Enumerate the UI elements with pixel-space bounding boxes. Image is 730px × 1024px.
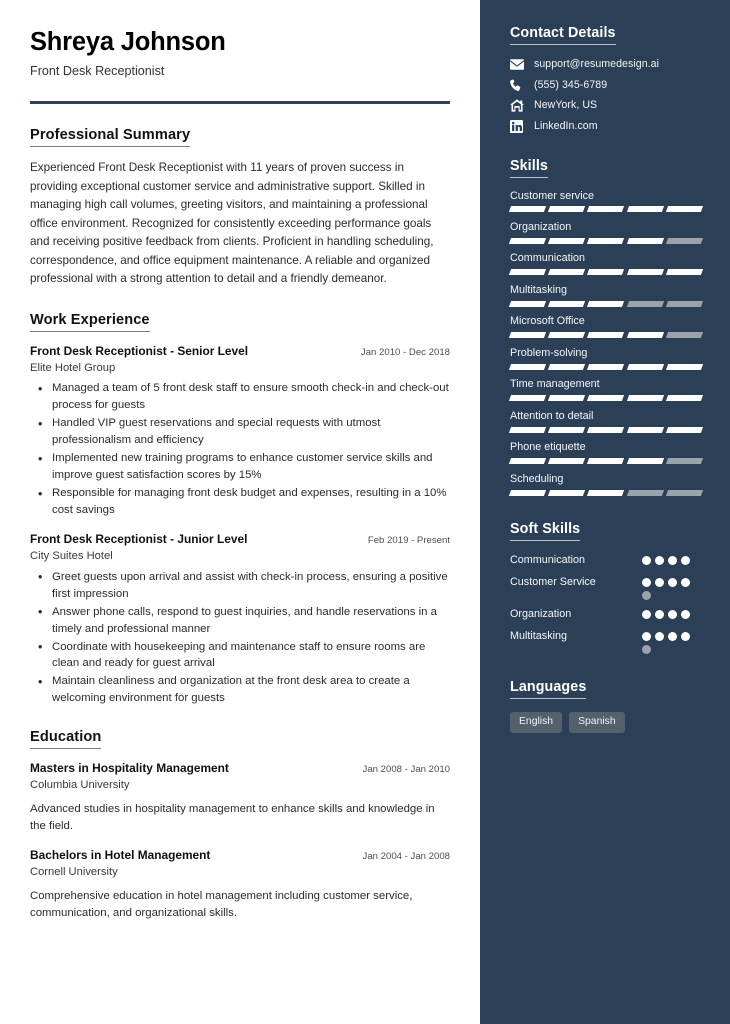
language-chip: English bbox=[510, 712, 562, 733]
rating-dot bbox=[681, 556, 690, 565]
skill-item bbox=[510, 190, 702, 213]
resume-header bbox=[30, 28, 450, 79]
skill-level-segment bbox=[509, 427, 546, 433]
skill-level-segment bbox=[666, 269, 703, 275]
skill-level-segment bbox=[548, 301, 585, 307]
section-heading-work: Work Experience bbox=[30, 312, 150, 332]
skill-level-segment bbox=[627, 364, 664, 370]
rating-dot bbox=[642, 610, 651, 619]
skill-level-segment bbox=[509, 301, 546, 307]
skill-name: Phone etiquette bbox=[510, 441, 586, 454]
education-entry-degree: Bachelors in Hotel Management bbox=[30, 848, 211, 863]
sidebar-section-languages bbox=[510, 678, 702, 733]
sidebar-section-soft-skills bbox=[510, 520, 702, 655]
contact-text: support@resumedesign.ai bbox=[534, 58, 659, 71]
skill-name: Multitasking bbox=[510, 283, 568, 296]
skill-level-segment bbox=[627, 301, 664, 307]
skill-level-segment bbox=[666, 206, 703, 212]
education-entry-header bbox=[30, 761, 450, 776]
rating-dot bbox=[642, 645, 651, 654]
rating-dot bbox=[655, 578, 664, 587]
soft-skill-rating bbox=[642, 553, 702, 565]
skill-level-segment bbox=[548, 395, 585, 401]
summary-text: Experienced Front Desk Receptionist with 11 years of proven success in providing exceptional customer service and administrative support. Skilled in managing high call volumes, greeting visitors, and maintaining a professional office environment. Recognized for consistently exceeding performance goals and receiving positive feedback from clients. Proficient in handling scheduling, correspondence, and office equipment maintenance. A reliable and organized professional with a strong attention to detail and a friendly demeanor. bbox=[30, 161, 434, 286]
education-entry-list bbox=[30, 761, 450, 921]
skill-level-segment bbox=[627, 238, 664, 244]
skill-level-segment bbox=[509, 364, 546, 370]
skill-level-segment bbox=[509, 458, 546, 464]
skill-level-segment bbox=[627, 458, 664, 464]
skill-level-segment bbox=[509, 332, 546, 338]
rating-dot bbox=[668, 632, 677, 641]
rating-dot bbox=[681, 610, 690, 619]
soft-skill-rating bbox=[642, 629, 702, 654]
work-entry bbox=[30, 344, 450, 519]
soft-skill-item bbox=[510, 575, 702, 600]
education-entry-school: Cornell University bbox=[30, 865, 118, 878]
skill-level-segment bbox=[548, 490, 585, 496]
soft-skill-name: Organization bbox=[510, 607, 572, 620]
skill-item bbox=[510, 441, 702, 464]
skill-level-bar bbox=[510, 427, 702, 433]
skill-level-segment bbox=[666, 238, 703, 244]
skill-level-bar bbox=[510, 332, 702, 338]
section-heading-summary: Professional Summary bbox=[30, 127, 190, 147]
skills-list bbox=[510, 190, 702, 496]
skill-level-segment bbox=[587, 301, 624, 307]
soft-skill-item bbox=[510, 553, 702, 568]
skill-level-bar bbox=[510, 269, 702, 275]
skill-name: Microsoft Office bbox=[510, 315, 585, 328]
rating-dot bbox=[655, 610, 664, 619]
soft-skill-name: Communication bbox=[510, 553, 586, 566]
skill-level-segment bbox=[627, 269, 664, 275]
section-professional-summary bbox=[30, 126, 450, 288]
skill-item bbox=[510, 378, 702, 401]
phone-icon bbox=[510, 79, 526, 92]
work-entry-bullets bbox=[30, 380, 450, 519]
soft-skill-name: Customer Service bbox=[510, 575, 596, 588]
skill-level-segment bbox=[627, 490, 664, 496]
skill-level-segment bbox=[627, 427, 664, 433]
skill-name: Scheduling bbox=[510, 472, 564, 485]
contact-text: NewYork, US bbox=[534, 99, 598, 112]
skill-level-segment bbox=[587, 269, 624, 275]
rating-dot bbox=[642, 591, 651, 600]
contact-text: LinkedIn.com bbox=[534, 119, 598, 132]
sidebar-section-skills bbox=[510, 157, 702, 496]
skill-name: Problem-solving bbox=[510, 346, 588, 359]
rating-dot bbox=[642, 632, 651, 641]
rating-dot bbox=[681, 632, 690, 641]
skill-item bbox=[510, 473, 702, 496]
work-entry-date: Feb 2019 - Present bbox=[367, 535, 450, 547]
skill-level-segment bbox=[666, 490, 703, 496]
soft-skills-list bbox=[510, 553, 702, 655]
skill-name: Communication bbox=[510, 252, 586, 265]
skill-level-segment bbox=[509, 490, 546, 496]
contact-row[interactable] bbox=[510, 99, 702, 112]
sidebar bbox=[480, 0, 730, 1024]
rating-dot bbox=[655, 556, 664, 565]
skill-level-segment bbox=[509, 238, 546, 244]
header-divider bbox=[30, 101, 450, 104]
sidebar-section-contact bbox=[510, 24, 702, 133]
skill-item bbox=[510, 252, 702, 275]
contact-text: (555) 345-6789 bbox=[534, 78, 608, 91]
candidate-job-title: Front Desk Receptionist bbox=[30, 64, 165, 79]
work-entry-header bbox=[30, 532, 450, 547]
contact-row[interactable] bbox=[510, 79, 702, 92]
work-entry-bullet: • Responsible for managing front desk budget and expenses, resulting in a 10% cost savings bbox=[50, 485, 450, 519]
sidebar-heading-contact: Contact Details bbox=[510, 25, 616, 45]
work-entry-bullet: • Greet guests upon arrival and assist with check-in process, ensuring a positive first impression bbox=[50, 569, 450, 603]
soft-skill-rating bbox=[642, 575, 702, 600]
skill-item bbox=[510, 315, 702, 338]
contact-row[interactable] bbox=[510, 58, 702, 71]
work-entry-company: City Suites Hotel bbox=[30, 550, 113, 562]
rating-dot bbox=[642, 578, 651, 587]
contact-row[interactable] bbox=[510, 120, 702, 133]
work-entry-bullet: • Managed a team of 5 front desk staff to ensure smooth check-in and check-out process for guests bbox=[50, 380, 450, 414]
skill-level-bar bbox=[510, 364, 702, 370]
skill-level-segment bbox=[548, 364, 585, 370]
contact-list bbox=[510, 58, 702, 133]
skill-level-segment bbox=[509, 269, 546, 275]
work-entry-bullet: • Coordinate with housekeeping and maintenance staff to ensure rooms are clean and ready for guest arrival bbox=[50, 639, 450, 673]
skill-name: Time management bbox=[510, 378, 600, 391]
education-entry-degree: Masters in Hospitality Management bbox=[30, 761, 229, 776]
skill-item bbox=[510, 347, 702, 370]
work-entry-bullet: • Maintain cleanliness and organization at the front desk area to create a welcoming environment for guests bbox=[50, 673, 450, 707]
work-entry-bullets bbox=[30, 569, 450, 708]
work-entry-list bbox=[30, 344, 450, 708]
education-entry-school: Columbia University bbox=[30, 779, 130, 792]
skill-level-segment bbox=[627, 206, 664, 212]
skill-level-segment bbox=[587, 458, 624, 464]
language-chip-list bbox=[510, 712, 702, 733]
skill-level-segment bbox=[587, 206, 624, 212]
skill-level-segment bbox=[587, 395, 624, 401]
education-entry bbox=[30, 761, 450, 835]
education-entry bbox=[30, 848, 450, 922]
rating-dot bbox=[668, 610, 677, 619]
work-entry-role: Front Desk Receptionist - Senior Level bbox=[30, 343, 249, 358]
skill-level-segment bbox=[666, 364, 703, 370]
skill-level-segment bbox=[509, 206, 546, 212]
rating-dot bbox=[642, 556, 651, 565]
skill-level-bar bbox=[510, 301, 702, 307]
skill-level-segment bbox=[548, 238, 585, 244]
skill-level-bar bbox=[510, 490, 702, 496]
skill-level-segment bbox=[627, 332, 664, 338]
skill-level-segment bbox=[587, 427, 624, 433]
envelope-icon bbox=[510, 58, 526, 71]
skill-level-segment bbox=[666, 332, 703, 338]
skill-item bbox=[510, 410, 702, 433]
rating-dot bbox=[668, 578, 677, 587]
rating-dot bbox=[668, 556, 677, 565]
education-entry-date: Jan 2008 - Jan 2010 bbox=[362, 764, 450, 776]
work-entry-bullet: • Implemented new training programs to enhance customer service skills and improve guest satisfaction scores by 15% bbox=[50, 450, 450, 484]
soft-skill-item bbox=[510, 607, 702, 622]
skill-level-segment bbox=[548, 427, 585, 433]
work-entry-date: Jan 2010 - Dec 2018 bbox=[360, 346, 450, 358]
soft-skill-name: Multitasking bbox=[510, 630, 568, 643]
skill-item bbox=[510, 284, 702, 307]
sidebar-heading-languages: Languages bbox=[510, 679, 586, 699]
work-entry-bullet: • Answer phone calls, respond to guest inquiries, and handle reservations in a timely and professional manner bbox=[50, 604, 450, 638]
work-entry-company: Elite Hotel Group bbox=[30, 361, 116, 374]
skill-level-bar bbox=[510, 458, 702, 464]
section-education bbox=[30, 728, 450, 921]
rating-dot bbox=[681, 578, 690, 587]
skill-name: Attention to detail bbox=[510, 409, 594, 422]
skill-level-segment bbox=[666, 301, 703, 307]
skill-level-segment bbox=[548, 206, 585, 212]
work-entry-header bbox=[30, 344, 450, 359]
soft-skill-item bbox=[510, 629, 702, 654]
work-entry-role: Front Desk Receptionist - Junior Level bbox=[30, 532, 248, 547]
skill-level-segment bbox=[509, 395, 546, 401]
home-icon bbox=[510, 99, 526, 112]
language-chip: Spanish bbox=[569, 712, 625, 733]
skill-level-segment bbox=[666, 395, 703, 401]
skill-level-bar bbox=[510, 395, 702, 401]
linkedin-icon bbox=[510, 120, 526, 133]
skill-level-segment bbox=[666, 458, 703, 464]
work-entry bbox=[30, 532, 450, 707]
skill-name: Customer service bbox=[510, 189, 594, 202]
sidebar-heading-skills: Skills bbox=[510, 158, 548, 178]
education-entry-header bbox=[30, 848, 450, 863]
skill-level-segment bbox=[587, 490, 624, 496]
skill-name: Organization bbox=[510, 220, 572, 233]
skill-level-segment bbox=[548, 458, 585, 464]
skill-level-segment bbox=[666, 427, 703, 433]
education-entry-description: Comprehensive education in hotel management including customer service, communication, and organizational skills. bbox=[30, 889, 413, 919]
education-entry-description: Advanced studies in hospitality management to enhance skills and knowledge in the field. bbox=[30, 802, 435, 832]
soft-skill-rating bbox=[642, 607, 702, 619]
skill-level-segment bbox=[587, 364, 624, 370]
section-heading-education: Education bbox=[30, 729, 101, 749]
skill-level-bar bbox=[510, 206, 702, 212]
skill-level-segment bbox=[627, 395, 664, 401]
work-entry-bullet: • Handled VIP guest reservations and special requests with utmost professionalism and efficiency bbox=[50, 415, 450, 449]
skill-level-segment bbox=[587, 332, 624, 338]
skill-level-segment bbox=[548, 269, 585, 275]
sidebar-heading-soft-skills: Soft Skills bbox=[510, 521, 580, 541]
skill-item bbox=[510, 221, 702, 244]
skill-level-segment bbox=[548, 332, 585, 338]
section-work-experience bbox=[30, 311, 450, 708]
skill-level-bar bbox=[510, 238, 702, 244]
skill-level-segment bbox=[587, 238, 624, 244]
education-entry-date: Jan 2004 - Jan 2008 bbox=[362, 851, 450, 863]
candidate-name: Shreya Johnson bbox=[30, 28, 226, 56]
rating-dot bbox=[655, 632, 664, 641]
